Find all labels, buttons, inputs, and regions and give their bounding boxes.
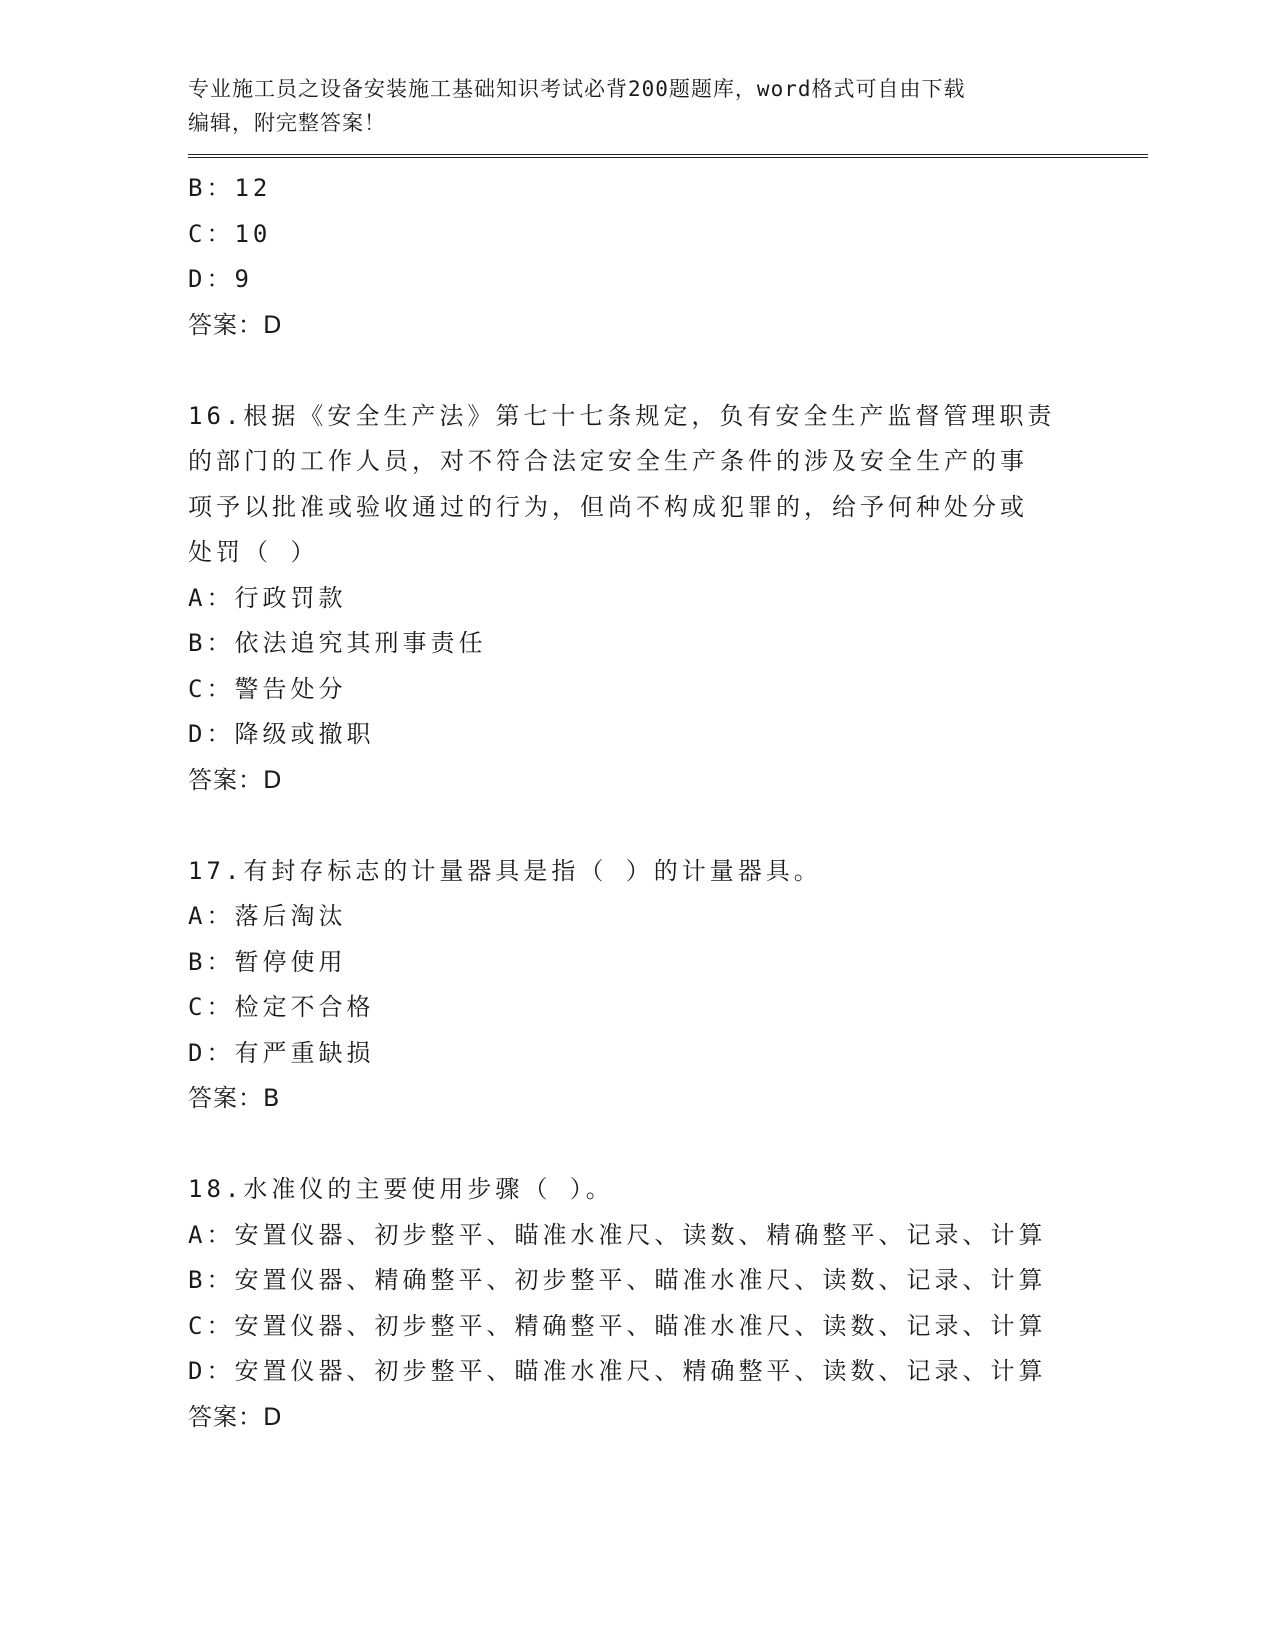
question-line: 项予以批准或验收通过的行为，但尚不构成犯罪的，给予何种处分或 [188,492,1028,521]
option-d: D：降级或撤职 [188,720,375,748]
question-text [188,394,1148,576]
option-b: B：安置仪器、精确整平、初步整平、瞄准水准尺、读数、记录、计算 [188,1266,1047,1294]
question-line: 17.有封存标志的计量器具是指（ ）的计量器具。 [188,856,822,885]
spacer [188,803,1148,849]
option-c: C：安置仪器、初步整平、精确整平、瞄准水准尺、读数、记录、计算 [188,1311,1047,1340]
option-a: A：安置仪器、初步整平、瞄准水准尺、读数、精确整平、记录、计算 [188,1220,1047,1249]
question-text [188,849,1148,895]
option-b: B：12 [188,174,272,202]
option-c: C：10 [188,219,272,248]
question-text [188,1167,1148,1213]
option-d: D：安置仪器、初步整平、瞄准水准尺、精确整平、读数、记录、计算 [188,1357,1047,1385]
spacer [188,1122,1148,1168]
answer: 答案：B [188,1084,281,1112]
answer: 答案：D [188,310,283,339]
question-line: 16.根据《安全生产法》第七十七条规定，负有安全生产监督管理职责 [188,401,1056,430]
question-line: 的部门的工作人员，对不符合法定安全生产条件的涉及安全生产的事 [188,447,1028,475]
document-body [188,166,1148,1440]
document-header [188,72,1068,140]
question-15-tail [188,166,1148,348]
option-b: B：依法追究其刑事责任 [188,629,487,657]
option-d: D：有严重缺损 [188,1038,375,1067]
question-17 [188,849,1148,1122]
document-page [188,72,1148,1440]
option-d: D：9 [188,265,253,293]
option-a: A：落后淘汰 [188,902,347,930]
question-16 [188,394,1148,804]
header-line-1: 专业施工员之设备安装施工基础知识考试必背200题题库，word格式可自由下载 [188,77,966,101]
question-line: 18.水准仪的主要使用步骤（ ）。 [188,1175,614,1203]
spacer [188,348,1148,394]
option-a: A：行政罚款 [188,583,347,612]
option-b: B：暂停使用 [188,947,347,976]
question-line: 处罚（ ） [188,538,319,566]
question-18 [188,1167,1148,1440]
option-c: C：检定不合格 [188,993,375,1021]
answer: 答案：D [188,1402,283,1431]
header-line-2: 编辑，附完整答案！ [188,111,386,135]
answer: 答案：D [188,765,283,794]
option-c: C：警告处分 [188,674,347,703]
header-divider [188,154,1148,158]
